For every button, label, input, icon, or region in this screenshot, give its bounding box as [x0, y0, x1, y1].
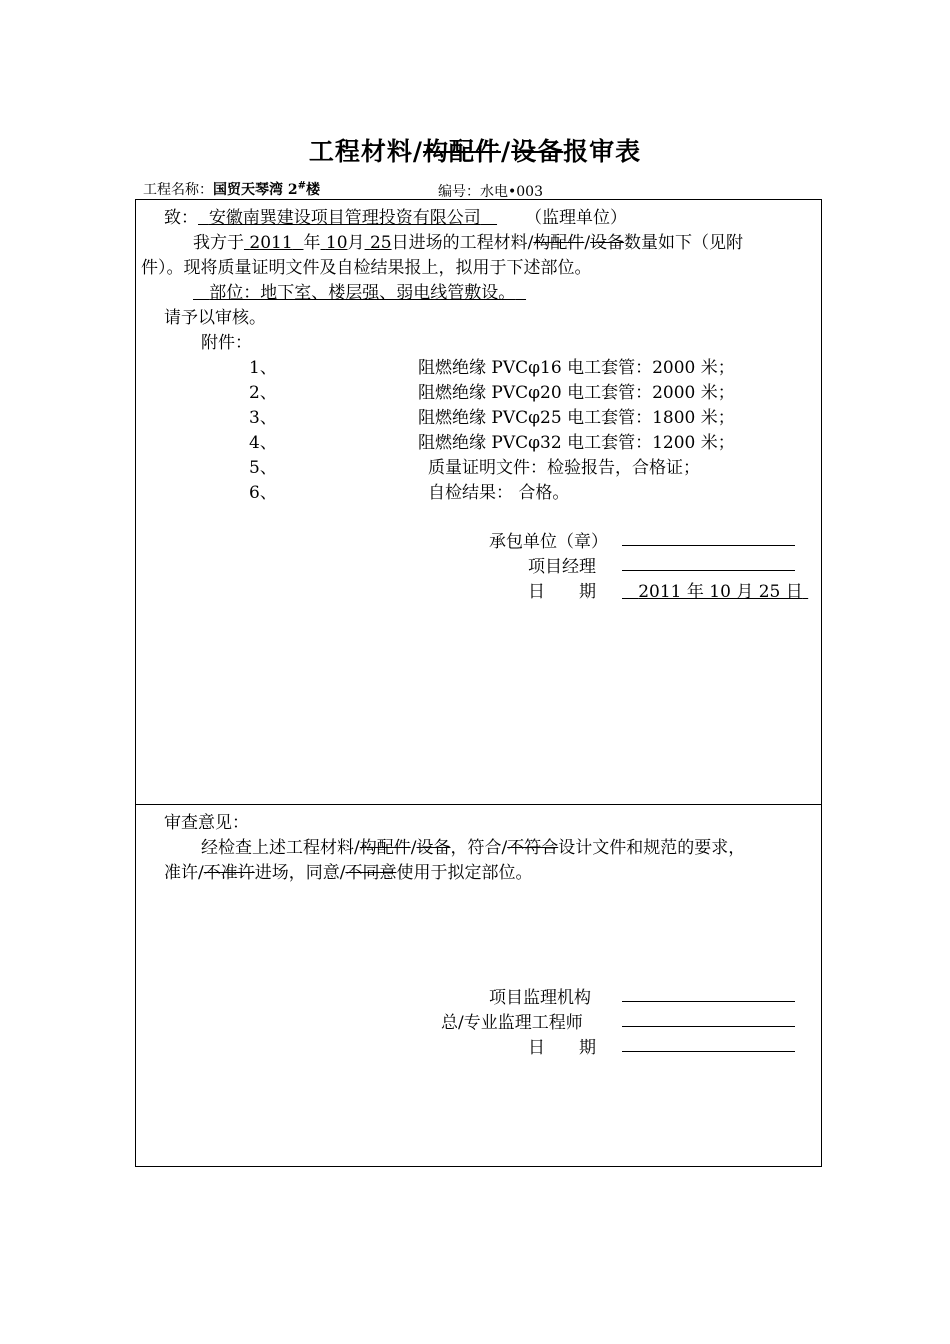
- page-title: [0, 132, 950, 168]
- addressee-line: [164, 203, 627, 228]
- project-label: 工程名称：: [143, 182, 213, 198]
- supervisor-date-line: [622, 1051, 795, 1052]
- title-struck-equipment: 设备: [511, 137, 564, 166]
- title-text: 工程材料/: [308, 137, 423, 166]
- attachments-label: 附件：: [201, 333, 252, 353]
- attachment-text: 阻燃绝缘 PVCφ25 电工套管：1800 米；: [418, 408, 735, 428]
- location-line: 部位：地下室、楼层强、弱电线管敷设。: [209, 283, 516, 303]
- review-line-1: 经检查上述工程材料/构配件/设备，符合/不符合设计文件和规范的要求，: [201, 838, 746, 858]
- attachment-text: 自检结果： 合格。: [428, 483, 570, 503]
- attachment-no: 1、: [249, 358, 277, 378]
- supervisor-role: （监理单位）: [525, 208, 628, 228]
- project-sup: #: [297, 180, 307, 192]
- title-separator: /: [500, 137, 512, 166]
- attachment-text: 阻燃绝缘 PVCφ32 电工套管：1200 米；: [418, 433, 735, 453]
- attachment-no: 6、: [249, 483, 277, 503]
- contractor-date-value: 2011 年 10 月 25 日: [638, 582, 803, 602]
- attachment-no: 2、: [249, 383, 277, 403]
- statement-line-1: 我方于 2011 年 10月 25日进场的工程材料/构配件/设备数量如下（见附: [193, 233, 744, 253]
- entry-year: 2011: [249, 233, 293, 253]
- project-name-line: [143, 179, 320, 199]
- entry-month: 10: [325, 233, 348, 253]
- attachment-text: 质量证明文件：检验报告，合格证；: [428, 458, 700, 478]
- project-suffix: 楼: [306, 182, 321, 198]
- request-line: 请予以审核。: [164, 308, 266, 328]
- review-heading: 审查意见：: [164, 813, 249, 833]
- statement-line-2: 件）。现将质量证明文件及自检结果报上，拟用于下述部位。: [141, 258, 592, 278]
- contractor-unit-line: [622, 545, 795, 546]
- project-name: 国贸天琴湾 2: [213, 182, 298, 198]
- supervisor-company: 安徽南巽建设项目管理投资有限公司: [208, 208, 481, 228]
- section-divider: [135, 804, 822, 805]
- supervisor-date-label: 日 期: [528, 1038, 596, 1058]
- attachment-text: 阻燃绝缘 PVCφ16 电工套管：2000 米；: [418, 358, 735, 378]
- contractor-date-label: 日 期: [528, 582, 596, 602]
- supervisor-engineer-line: [622, 1026, 795, 1027]
- project-manager-label: 项目经理: [528, 557, 596, 577]
- title-suffix: 报审表: [563, 137, 642, 166]
- supervisor-engineer-label: 总/专业监理工程师: [441, 1013, 583, 1033]
- to-label: 致：: [164, 208, 198, 228]
- attachment-no: 4、: [249, 433, 277, 453]
- project-manager-line: [622, 570, 795, 571]
- supervisor-org-label: 项目监理机构: [489, 988, 591, 1008]
- contractor-unit-label: 承包单位（章）: [489, 532, 608, 552]
- form-number: 编号：水电•003: [438, 184, 543, 200]
- attachment-text: 阻燃绝缘 PVCφ20 电工套管：2000 米；: [418, 383, 735, 403]
- attachment-no: 3、: [249, 408, 277, 428]
- review-line-2: 准许/不准许进场，同意/不同意使用于拟定部位。: [164, 863, 533, 883]
- title-struck-components: 构配件: [422, 137, 501, 166]
- attachment-no: 5、: [249, 458, 277, 478]
- entry-day: 25: [369, 233, 392, 253]
- supervisor-org-line: [622, 1001, 795, 1002]
